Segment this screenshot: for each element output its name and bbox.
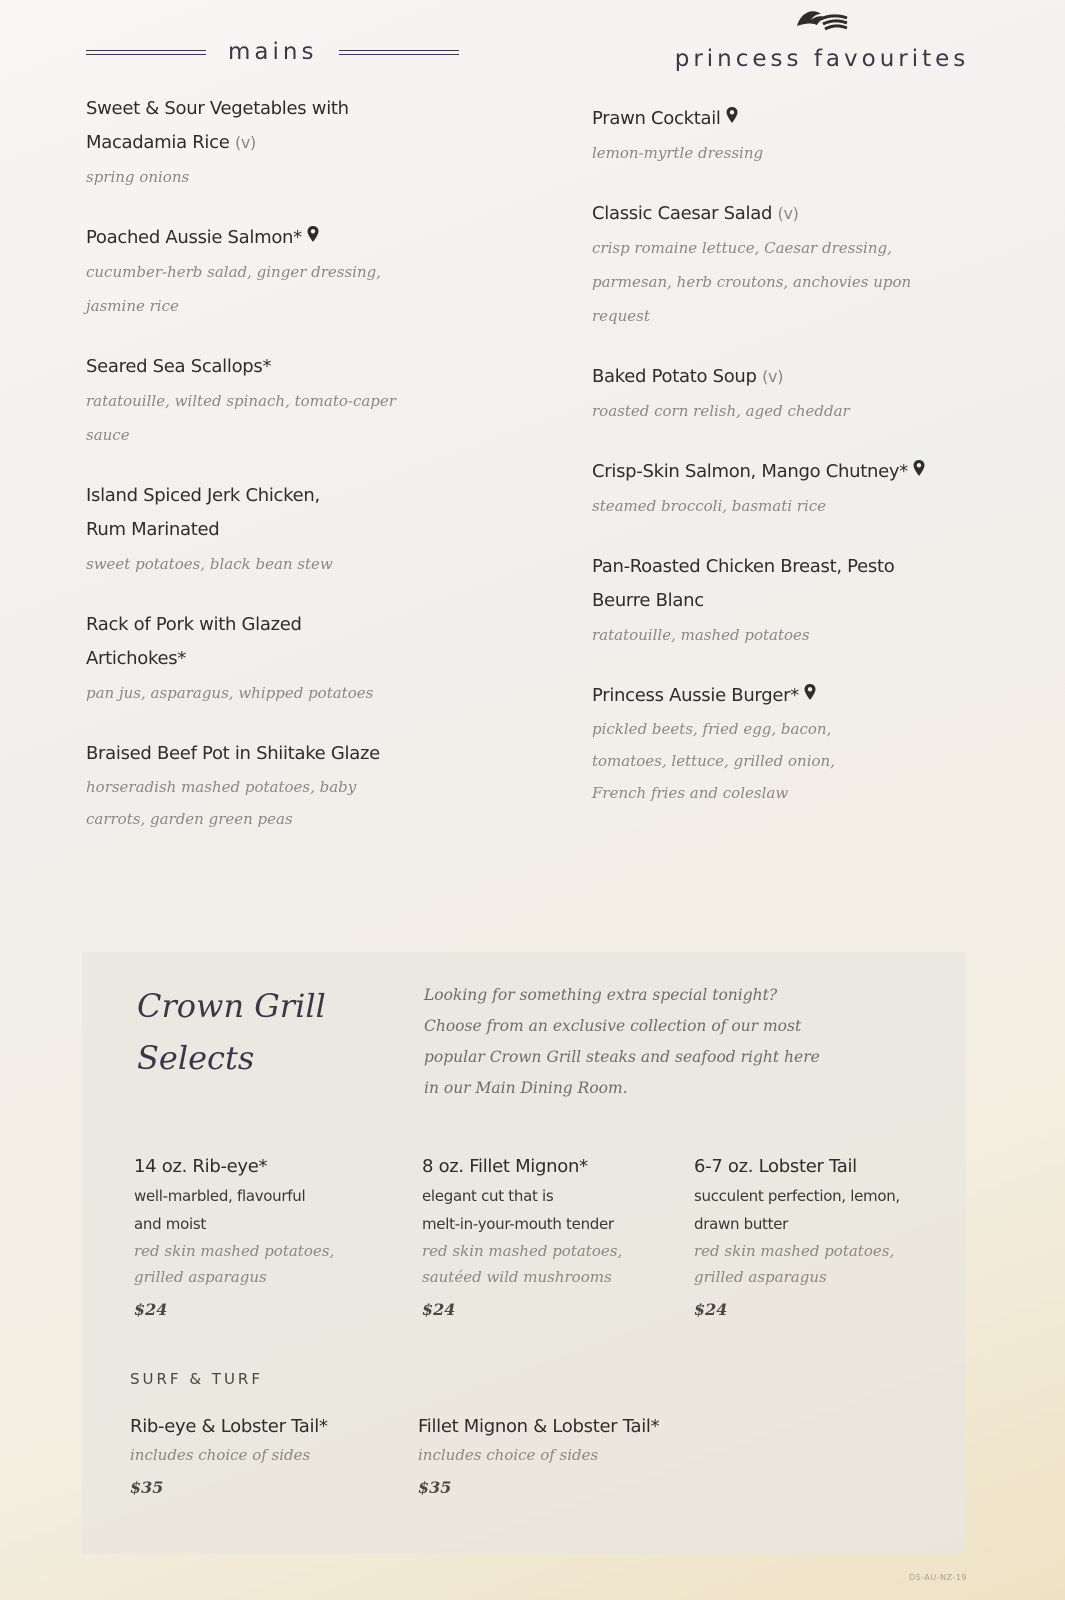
steak-item [422,1152,682,1330]
combo-sides: includes choice of sides [418,1446,599,1464]
steak-sides: red skin mashed potatoes, [134,1242,335,1260]
item-name: Baked Potato Soup (v) [592,366,784,387]
favourites-title: princess favourites [674,46,970,72]
location-pin-icon [912,455,926,489]
item-description: tomatoes, lettuce, grilled onion, [592,752,835,770]
item-name: Princess Aussie Burger* [592,679,1012,713]
item-description: crisp romaine lettuce, Caesar dressing, [592,239,892,257]
combo-item [418,1412,698,1508]
item-description: ratatouille, mashed potatoes [592,626,810,644]
menu-code: DS-AU-NZ-19 [908,1573,967,1582]
item-description: sweet potatoes, black bean stew [86,555,333,573]
steak-item [694,1152,954,1330]
item-description: horseradish mashed potatoes, baby [86,778,357,796]
item-name: Pan-Roasted Chicken Breast, Pesto [592,556,895,577]
item-description: cucumber-herb salad, ginger dressing, [86,263,382,281]
item-name: Artichokes* [86,648,187,669]
grill-intro: Looking for something extra special tonight? Choose from an exclusive collection of our most popular Crown Grill steaks and seafood right here in our Main Dining Room. [424,986,820,1097]
vegetarian-tag: (v) [777,204,799,223]
vegetarian-tag: (v) [234,133,256,152]
divider-rule [86,50,206,55]
steak-sides: red skin mashed potatoes, [422,1242,623,1260]
item-description: sauce [86,426,130,444]
menu-item [592,102,1012,170]
item-name: Prawn Cocktail [592,102,1012,136]
favourites-column [592,0,1012,836]
divider-rule [339,50,459,55]
item-name: Beurre Blanc [592,590,704,611]
steak-sides: red skin mashed potatoes, [694,1242,895,1260]
steak-note: drawn butter [694,1215,789,1233]
menu-item [86,350,486,452]
menu-item [86,479,486,581]
mains-header [86,30,486,74]
item-name: Macadamia Rice (v) [86,132,256,153]
steak-note: well-marbled, flavourful [134,1187,306,1205]
item-description: ratatouille, wilted spinach, tomato-caper [86,392,396,410]
item-description: carrots, garden green peas [86,810,293,828]
price: $35 [130,1478,164,1497]
steak-name: 6-7 oz. Lobster Tail [694,1156,857,1177]
crown-grill-panel [82,952,966,1554]
item-description: lemon-myrtle dressing [592,144,764,162]
item-name: Crisp-Skin Salmon, Mango Chutney* [592,455,1012,489]
steak-item [134,1152,394,1330]
location-pin-icon [725,102,739,136]
menu-item [86,737,486,835]
steak-sides: sautéed wild mushrooms [422,1268,612,1286]
combo-sides: includes choice of sides [130,1446,311,1464]
item-name: Seared Sea Scallops* [86,356,272,377]
item-name: Island Spiced Jerk Chicken, [86,485,320,506]
item-description: jasmine rice [86,297,179,315]
price: $24 [694,1300,728,1319]
item-description: pickled beets, fried egg, bacon, [592,720,832,738]
item-name: Rum Marinated [86,519,220,540]
item-name: Sweet & Sour Vegetables with [86,98,349,119]
menu-item [592,679,1012,809]
steak-note: melt-in-your-mouth tender [422,1215,614,1233]
menu-item [86,92,486,194]
item-name: Rack of Pork with Glazed [86,614,302,635]
menu-item [86,608,486,710]
steak-note: and moist [134,1215,206,1233]
item-description: spring onions [86,168,190,186]
menu-item [592,360,1012,428]
menu-item [592,550,1012,652]
steak-note: elegant cut that is [422,1187,554,1205]
steak-note: succulent perfection, lemon, [694,1187,900,1205]
steak-sides: grilled asparagus [694,1268,827,1286]
price: $24 [422,1300,456,1319]
price: $24 [134,1300,168,1319]
item-description: parmesan, herb croutons, anchovies upon [592,273,912,291]
steak-name: 14 oz. Rib-eye* [134,1156,268,1177]
steak-name: 8 oz. Fillet Mignon* [422,1156,588,1177]
combo-name: Fillet Mignon & Lobster Tail* [418,1416,660,1437]
menu-item [592,197,1012,333]
mains-title: mains [228,39,318,65]
steak-sides: grilled asparagus [134,1268,267,1286]
menu-item [592,455,1012,523]
location-pin-icon [803,679,817,713]
item-name: Braised Beef Pot in Shiitake Glaze [86,743,380,764]
vegetarian-tag: (v) [762,367,784,386]
item-description: pan jus, asparagus, whipped potatoes [86,684,374,702]
location-pin-icon [306,221,320,255]
surf-turf-label: SURF & TURF [130,1370,263,1388]
grill-title: Crown Grill Selects [137,987,326,1077]
item-description: steamed broccoli, basmati rice [592,497,827,515]
item-name: Poached Aussie Salmon* [86,221,486,255]
item-description: request [592,307,650,325]
mains-column [86,0,486,862]
princess-seawitch-logo-icon [632,6,1012,42]
combo-item [130,1412,410,1508]
item-name: Classic Caesar Salad (v) [592,203,799,224]
menu-item [86,221,486,323]
combo-name: Rib-eye & Lobster Tail* [130,1416,328,1437]
item-description: roasted corn relish, aged cheddar [592,402,850,420]
item-description: French fries and coleslaw [592,784,789,802]
price: $35 [418,1478,452,1497]
